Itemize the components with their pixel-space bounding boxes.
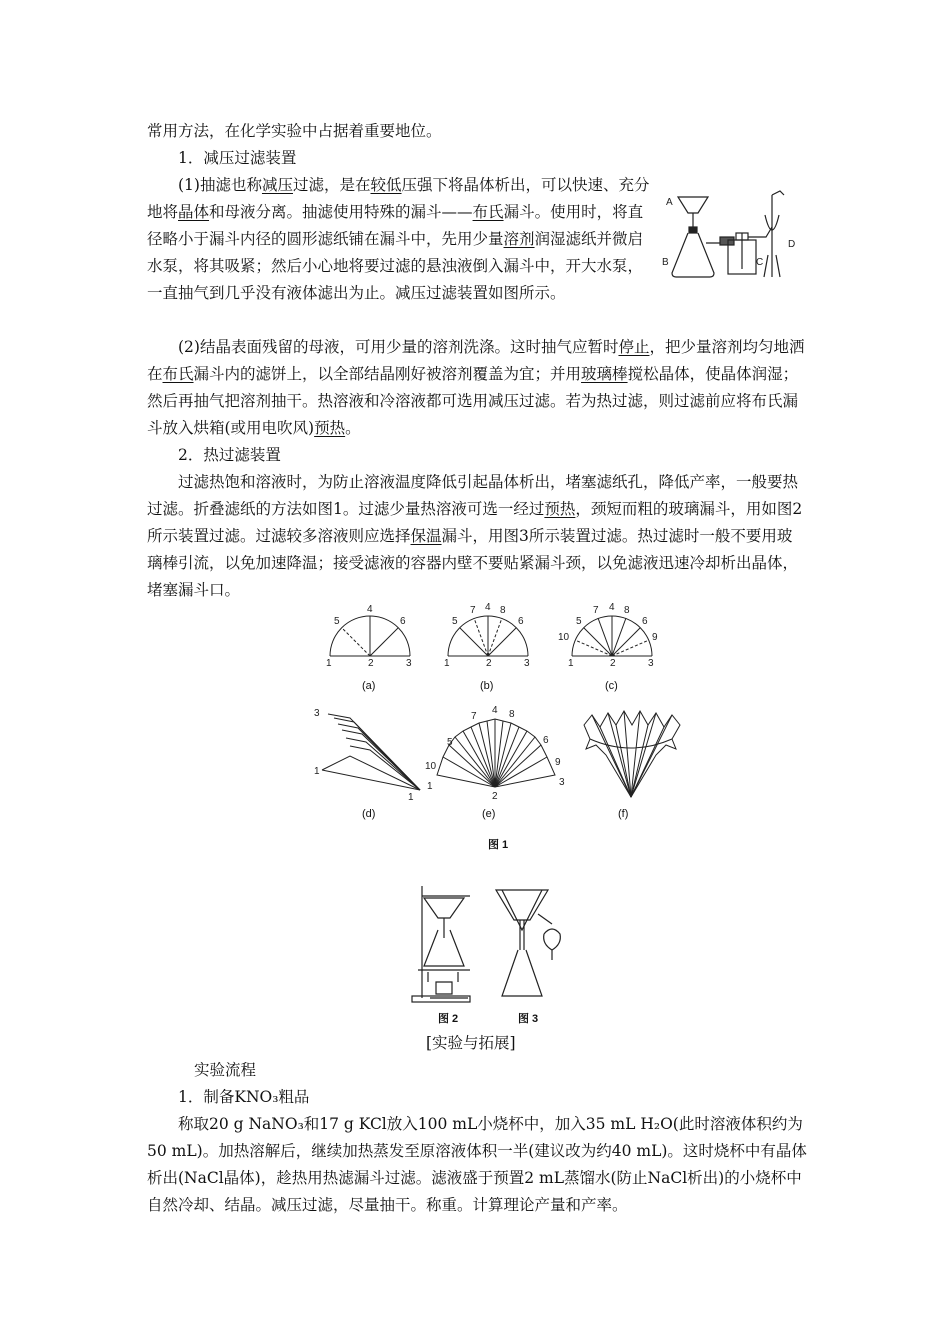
fold-diagram-c <box>556 598 666 668</box>
c-label-9: 9 <box>652 632 658 643</box>
c-label-2: 2 <box>610 658 616 669</box>
expand-heading: [实验与拓展] <box>426 1034 516 1052</box>
e-label-2: 2 <box>492 791 498 802</box>
section1-paragraph2: (2)结晶表面残留的母液，可用少量的溶剂洗涤。这时抽气应暂时停止，把少量溶剂均匀地洒在布氏漏斗内的滤饼上，以全部结晶刚好被溶剂覆盖为宜；并用玻璃棒搅松晶体，使晶体润湿；然后再抽气把溶剂抽干。热溶液和冷溶液都可选用减压过滤。若为热过滤，则过滤前应将布氏漏斗放入烘箱(或用电吹风)预热。 <box>147 338 805 437</box>
caption-c: (c) <box>605 680 618 692</box>
section1-paragraph1: (1)抽滤也称减压过滤，是在较低压强下将晶体析出，可以快速、充分地将晶体和母液分离。抽滤使用特殊的漏斗——布氏漏斗。使用时，将直径略小于漏斗内径的圆形滤纸铺在漏斗中，先用少量溶剂润湿滤纸并微启水泵，将其吸紧；然后小心地将要过滤的悬浊液倒入漏斗中，开大水泵，一直抽气到几乎没有液体滤出为止。减压过滤装置如图所示。 <box>147 176 650 302</box>
e-label-5: 5 <box>447 737 453 748</box>
a-label-2: 2 <box>368 658 374 669</box>
caption-a: (a) <box>362 680 376 692</box>
label-c: C <box>756 257 764 268</box>
e-label-3: 3 <box>559 777 565 788</box>
b-label-6: 6 <box>518 616 524 627</box>
e-label-7: 7 <box>471 711 477 722</box>
e-label-4: 4 <box>492 705 498 716</box>
section2-heading: 2．热过滤装置 <box>178 446 281 464</box>
figure3-apparatus <box>490 880 570 1005</box>
fold-diagram-a <box>318 598 418 668</box>
label-d: D <box>788 239 796 250</box>
vacuum-filtration-apparatus <box>660 185 810 285</box>
e-label-8: 8 <box>509 709 515 720</box>
fold-diagram-b <box>436 598 536 668</box>
figure3-caption: 图 3 <box>518 1013 539 1025</box>
caption-b: (b) <box>480 680 494 692</box>
intro-text: 常用方法，在化学实验中占据着重要地位。 <box>147 122 442 140</box>
b-label-1: 1 <box>444 658 450 669</box>
d-label-1-bottom: 1 <box>408 792 414 803</box>
c-label-4: 4 <box>609 602 615 613</box>
figure2-apparatus <box>408 880 488 1005</box>
fold-diagram-f <box>576 705 686 805</box>
a-label-6: 6 <box>400 616 406 627</box>
figure2-caption: 图 2 <box>438 1013 459 1025</box>
c-label-8: 8 <box>624 605 630 616</box>
d-label-3: 3 <box>314 708 320 719</box>
b-label-4: 4 <box>485 602 491 613</box>
step1-text: 称取20 g NaNO₃和17 g KCl放入100 mL小烧杯中，加入35 mL H₂O(此时溶液体积约为50 mL)。加热溶解后，继续加热蒸发至原溶液体积一半(建议改为约40 mL)。这时烧杯中有晶体析出(NaCl晶体)，趁热用热滤漏斗过滤。滤液盛于预置2 mL蒸馏水(防止NaCl析出)的小烧杯中自然冷却、结晶。减压过滤，尽量抽干。称重。计算理论产量和产率。 <box>147 1115 807 1214</box>
c-label-3: 3 <box>648 658 654 669</box>
e-label-6: 6 <box>543 735 549 746</box>
caption-e: (e) <box>482 808 496 820</box>
c-label-6: 6 <box>642 616 648 627</box>
caption-d: (d) <box>362 808 376 820</box>
label-a: A <box>666 197 673 208</box>
a-label-5: 5 <box>334 616 340 627</box>
a-label-3: 3 <box>406 658 412 669</box>
flow-heading: 实验流程 <box>194 1061 257 1079</box>
e-label-9: 9 <box>555 757 561 768</box>
figure1-title: 图 1 <box>488 839 509 851</box>
c-label-7: 7 <box>593 605 599 616</box>
fold-diagram-d <box>310 702 430 802</box>
c-label-10: 10 <box>558 632 570 643</box>
fold-diagram-e <box>425 705 575 800</box>
e-label-10: 10 <box>425 761 437 772</box>
section1-heading: 1．减压过滤装置 <box>178 149 297 167</box>
c-label-1: 1 <box>568 658 574 669</box>
b-label-5: 5 <box>452 616 458 627</box>
e-label-1: 1 <box>427 781 433 792</box>
b-label-3: 3 <box>524 658 530 669</box>
section2-paragraph1: 过滤热饱和溶液时，为防止溶液温度降低引起晶体析出，堵塞滤纸孔，降低产率，一般要热过滤。折叠滤纸的方法如图1。过滤少量热溶液可选一经过预热，颈短而粗的玻璃漏斗，用如图2所示装置过滤。过滤较多溶液则应选择保温漏斗，用图3所示装置过滤。热过滤时一般不要用玻璃棒引流，以免加速降温；接受滤液的容器内壁不要贴紧漏斗颈，以免滤液迅速冷却析出晶体，堵塞漏斗口。 <box>147 473 803 599</box>
d-label-1-top: 1 <box>314 766 320 777</box>
b-label-2: 2 <box>486 658 492 669</box>
caption-f: (f) <box>618 808 629 820</box>
label-b: B <box>662 257 669 268</box>
step1-heading: 1．制备KNO₃粗品 <box>178 1088 310 1106</box>
a-label-1: 1 <box>326 658 332 669</box>
a-label-4: 4 <box>367 604 373 615</box>
c-label-5: 5 <box>576 616 582 627</box>
b-label-7: 7 <box>470 605 476 616</box>
b-label-8: 8 <box>500 605 506 616</box>
